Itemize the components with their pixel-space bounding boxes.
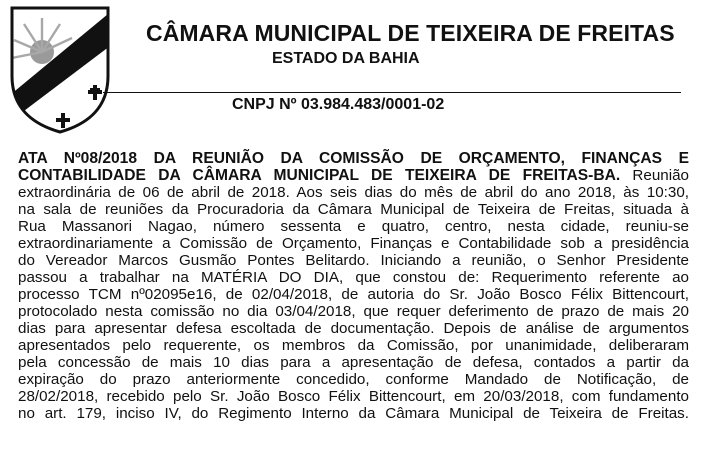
body-line: no art. 179, inciso IV, do Regimento Interno da Câmara Municipal de Teixeira de Freitas. — [18, 405, 689, 422]
body-line: Rua Massanori Nagao, número sessenta e quatro, centro, nesta cidade, reuniu-se — [18, 218, 689, 235]
heading-line-2-tail: Reunião — [632, 167, 689, 184]
municipal-coat-of-arms-icon — [8, 4, 112, 134]
body-line: extraordinariamente a Comissão de Orçamento, Finanças e Contabilidade sob a presidência — [18, 235, 689, 252]
body-line: processo TCM nº02095e16, de 02/04/2018, de autoria do Sr. João Bosco Félix Bittencourt, — [18, 286, 689, 303]
body-line: pela concessão de mais 10 dias para a apresentação de defesa, contados a partir da — [18, 354, 689, 371]
heading-line-2 — [18, 167, 689, 184]
body-line: protocolado nesta comissão no dia 03/04/2018, que requer deferimento de prazo de mais 20 — [18, 303, 689, 320]
body-line: expiração do prazo anteriormente concedido, conforme Mandado de Notificação, de — [18, 371, 689, 388]
body-line: dias para apresentar defesa escoltada de documentação. Depois de análise de argumentos — [18, 320, 689, 337]
body-line: na sala de reuniões da Procuradoria da Câmara Municipal de Teixeira de Freitas, situada à — [18, 201, 689, 218]
page-subtitle: ESTADO DA BAHIA — [272, 50, 420, 67]
body-line: extraordinária de 06 de abril de 2018. Aos seis dias do mês de abril do ano 2018, às 10:30, — [18, 184, 689, 201]
cnpj-number: CNPJ Nº 03.984.483/0001-02 — [232, 96, 445, 113]
header-divider — [103, 92, 681, 93]
body-line: passou a trabalhar na MATÉRIA DO DIA, que constou de: Requerimento referente ao — [18, 269, 689, 286]
heading-line-2-text: CONTABILIDADE DA CÂMARA MUNICIPAL DE TEIXEIRA DE FREITAS-BA. — [18, 167, 621, 184]
body-line: do Vereador Marcos Gusmão Pontes Belitardo. Iniciando a reunião, o Senhor Presidente — [18, 252, 689, 269]
body-line: 28/02/2018, recebido pelo Sr. João Bosco Félix Bittencourt, em 20/03/2018, com fundamento — [18, 388, 689, 405]
heading-line-1: ATA Nº08/2018 DA REUNIÃO DA COMISSÃO DE ORÇAMENTO, FINANÇAS E — [18, 150, 689, 167]
page-title: CÂMARA MUNICIPAL DE TEIXEIRA DE FREITAS — [146, 20, 675, 46]
body-line: apresentados pelo requerente, os membros da Comissão, por unanimidade, deliberaram — [18, 337, 689, 354]
minutes-text — [18, 150, 689, 422]
